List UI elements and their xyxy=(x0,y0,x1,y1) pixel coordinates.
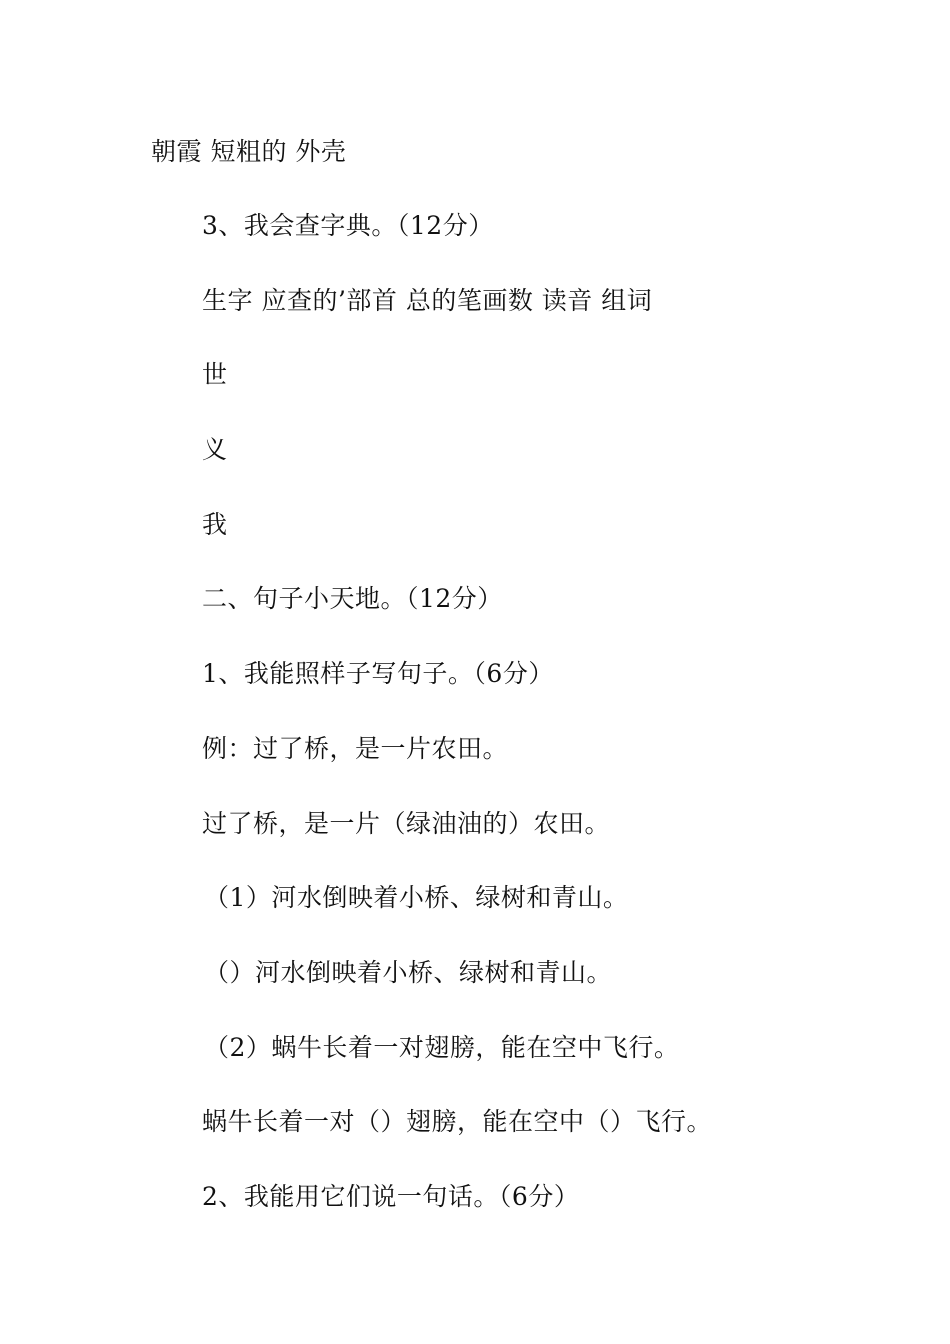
character-row-shi: 世 xyxy=(202,360,228,389)
example-answer: 过了桥，是一片（绿油油的）农田。 xyxy=(202,809,611,838)
question-imitate-heading: 1、我能照样子写句子。（6分） xyxy=(202,659,554,688)
question-dictionary-heading: 3、我会查字典。（12分） xyxy=(202,211,494,240)
exercise-1-blank: （）河水倒映着小桥、绿树和青山。 xyxy=(204,958,613,987)
table-header-line: 生字 应查的’部首 总的笔画数 读音 组词 xyxy=(202,286,653,315)
character-row-yi: 义 xyxy=(202,435,228,464)
exercise-2-blank: 蜗牛长着一对（）翅膀，能在空中（）飞行。 xyxy=(202,1107,713,1136)
word-list-line: 朝霞 短粗的 外壳 xyxy=(151,137,347,166)
example-sentence: 例：过了桥，是一片农田。 xyxy=(202,734,509,763)
exercise-1-sentence: （1）河水倒映着小桥、绿树和青山。 xyxy=(204,883,629,912)
exercise-2-sentence: （2）蜗牛长着一对翅膀，能在空中飞行。 xyxy=(204,1033,680,1062)
character-row-wo: 我 xyxy=(202,510,228,539)
question-make-sentence-heading: 2、我能用它们说一句话。（6分） xyxy=(202,1182,580,1211)
section-heading-sentences: 二、句子小天地。（12分） xyxy=(202,584,503,613)
